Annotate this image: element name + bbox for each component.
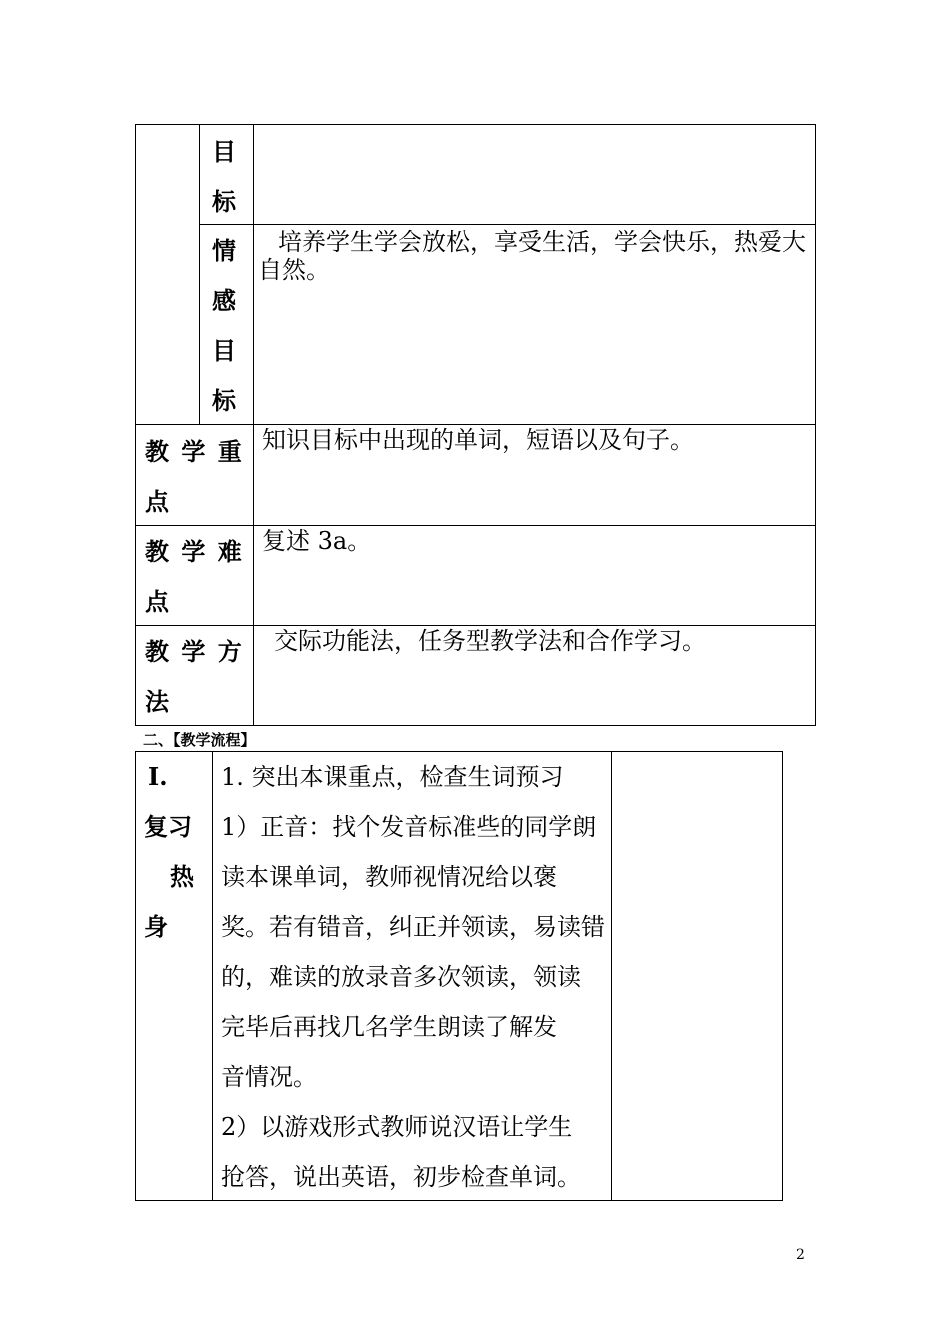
key-points-content: 知识目标中出现的单词，短语以及句子。	[262, 426, 694, 454]
section-heading: 二、【教学流程】	[143, 731, 256, 749]
table-border-left	[135, 124, 136, 726]
label-char: 标	[212, 386, 236, 415]
label-line: 教 学 难	[145, 537, 244, 566]
content-line: 奖。若有错音，纠正并领读，易读错	[221, 913, 605, 941]
label-line: 复习	[144, 812, 192, 841]
content-line: 抢答，说出英语，初步检查单词。	[221, 1163, 581, 1191]
table-border-right	[782, 751, 783, 1201]
content-line: 完毕后再找几名学生朗读了解发	[221, 1013, 557, 1041]
label-char: 标	[212, 187, 236, 216]
label-char: 感	[212, 286, 236, 315]
difficult-points-label	[145, 527, 245, 627]
teaching-method-label	[145, 627, 245, 727]
key-points-label	[145, 427, 245, 527]
column-divider	[611, 751, 612, 1201]
label-line: 教 学 方	[145, 637, 244, 666]
table-border-right	[815, 124, 816, 726]
column-divider	[212, 751, 213, 1201]
label-line: Ⅰ.	[148, 762, 168, 791]
emotion-objective-label	[212, 226, 242, 426]
content-line: 1. 突出本课重点，检查生词预习	[221, 763, 564, 791]
difficult-points-content: 复述 3a。	[262, 527, 372, 555]
label-line: 身	[144, 912, 168, 941]
stage-content	[221, 752, 609, 1202]
label-line: 点	[145, 487, 169, 516]
label-line: 法	[145, 687, 169, 716]
content-line: 1）正音：找个发音标准些的同学朗	[221, 813, 597, 841]
label-char: 目	[212, 336, 236, 365]
page-number: 2	[796, 1247, 805, 1263]
column-divider	[199, 124, 200, 425]
label-char: 目	[212, 137, 236, 166]
row-divider	[199, 224, 816, 225]
content-line: 2）以游戏形式教师说汉语让学生	[221, 1113, 573, 1141]
label-char: 情	[212, 236, 236, 265]
column-divider	[253, 124, 254, 726]
label-line: 热	[170, 862, 194, 891]
teaching-method-content: 交际功能法，任务型教学法和合作学习。	[274, 627, 706, 655]
stage-label	[144, 752, 210, 952]
objective-label	[212, 127, 242, 227]
content-line: 的，难读的放录音多次领读，领读	[221, 963, 581, 991]
table-border-left	[135, 751, 136, 1201]
content-line: 读本课单词，教师视情况给以褒	[221, 863, 557, 891]
label-line: 点	[145, 587, 169, 616]
content-line: 音情况。	[221, 1063, 317, 1091]
table-border-top	[135, 124, 816, 125]
emotion-objective-content: 培养学生学会放松，享受生活，学会快乐，热爱大自然。	[258, 228, 806, 284]
label-line: 教 学 重	[145, 437, 244, 466]
